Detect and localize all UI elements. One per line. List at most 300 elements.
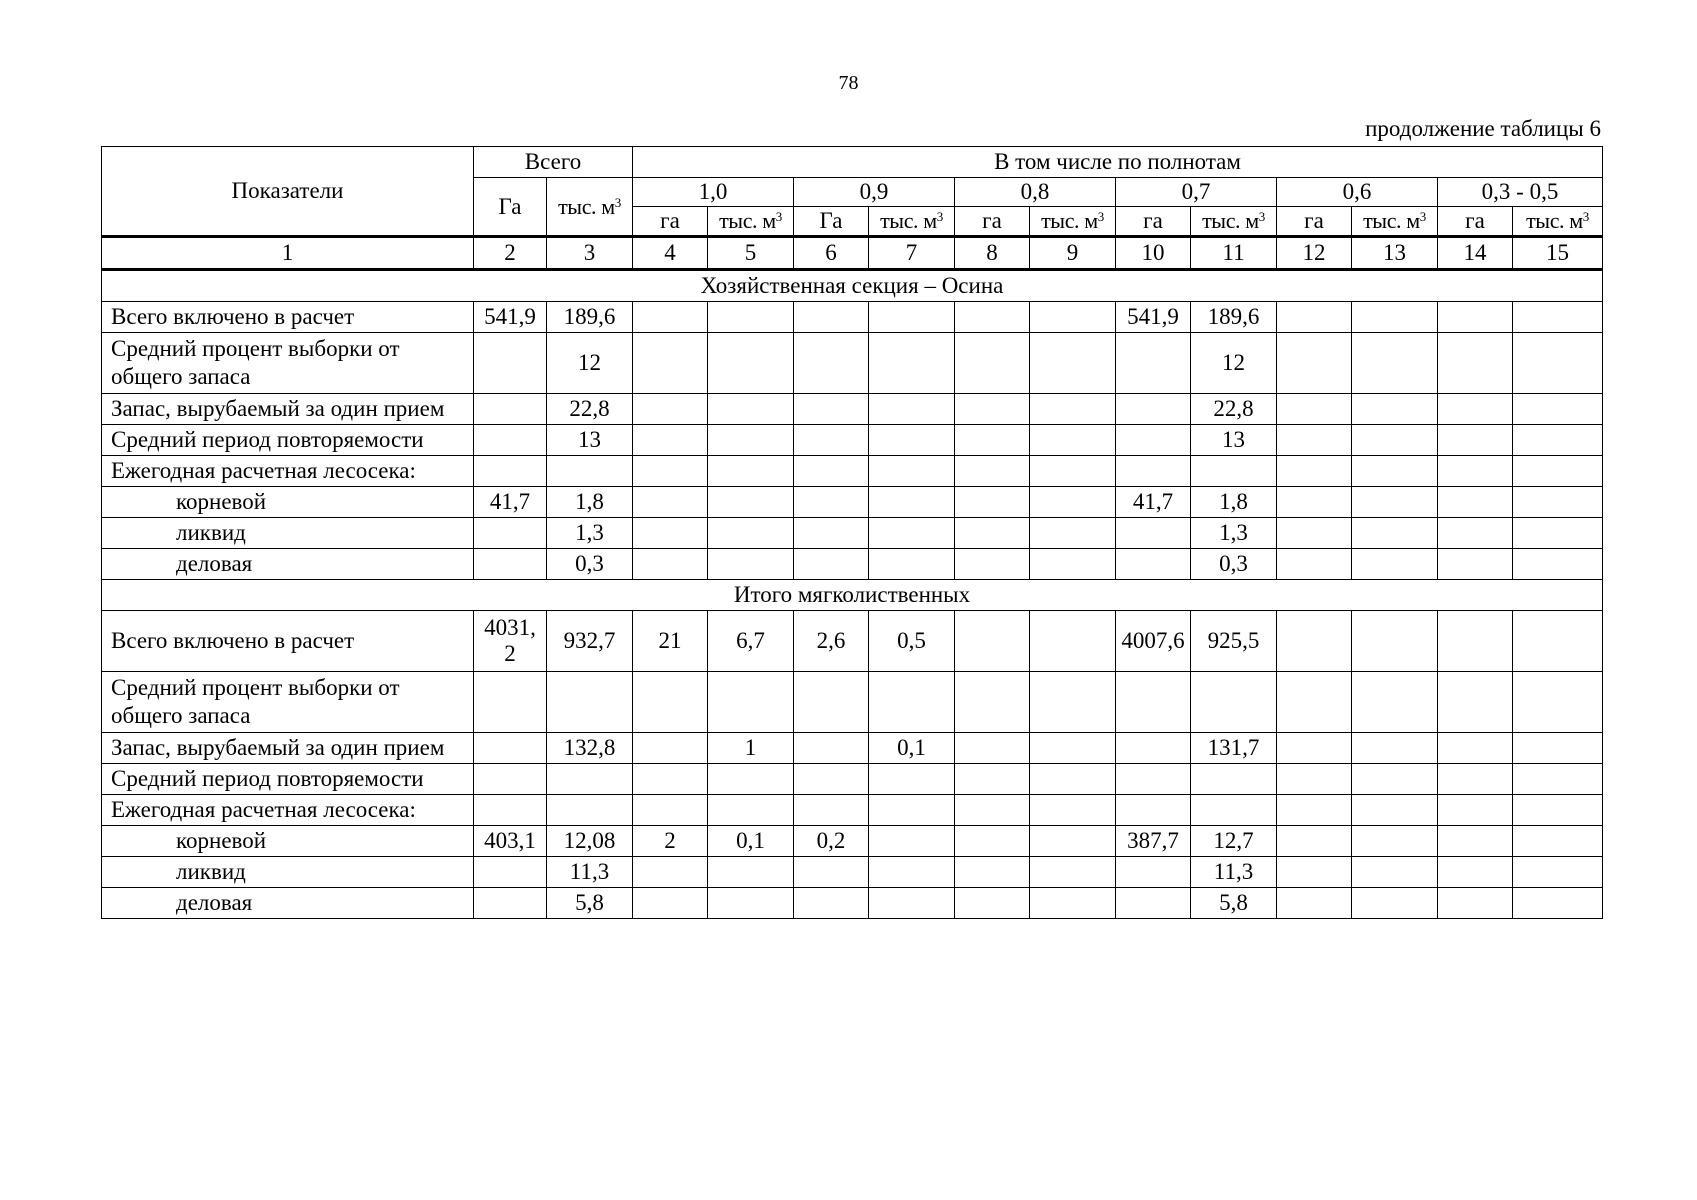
table-cell [1513,888,1603,919]
table-cell [1191,764,1277,795]
table-cell [708,888,794,919]
table-cell [794,425,869,456]
table-cell [1438,394,1513,425]
table-cell [633,394,708,425]
table-cell [633,672,708,733]
row-label: Ежегодная расчетная лесосека: [102,456,474,487]
table-row [102,888,1603,919]
table-cell [1438,456,1513,487]
table-cell: 12 [547,333,633,394]
table-cell: 0,2 [794,826,869,857]
table-cell [708,394,794,425]
table-cell [633,888,708,919]
table-cell: 13 [547,425,633,456]
table-cell [869,518,955,549]
table-cell [708,518,794,549]
table-cell: 932,7 [547,611,633,672]
table-cell: 22,8 [547,394,633,425]
table-cell [955,425,1030,456]
column-number: 11 [1191,237,1277,270]
table-cell [474,549,547,580]
table-cell [1513,795,1603,826]
table-cell [547,764,633,795]
table-cell [1438,425,1513,456]
table-row [102,764,1603,795]
table-cell [633,456,708,487]
table-cell: 131,7 [1191,733,1277,764]
header-density-4: 0,7 [1116,178,1277,207]
table-cell [633,487,708,518]
table-cell [1438,764,1513,795]
table-cell [708,549,794,580]
row-label: Всего включено в расчет [102,611,474,672]
column-number: 12 [1277,237,1352,270]
column-number: 8 [955,237,1030,270]
table-cell [1352,888,1438,919]
header-total: Всего [474,147,633,178]
table-cell [794,888,869,919]
table-continuation-caption: продолжение таблицы 6 [1365,116,1601,141]
table-cell [474,425,547,456]
table-cell [955,518,1030,549]
table-cell [1277,826,1352,857]
row-label: Средний процент выборки от общего запаса [102,672,474,733]
row-label: Средний процент выборки от общего запаса [102,333,474,394]
table-cell [1513,857,1603,888]
table-cell [474,857,547,888]
table-cell [794,518,869,549]
table-cell [1030,826,1116,857]
table-cell [708,857,794,888]
table-cell [869,888,955,919]
table-cell [708,764,794,795]
header-total-volume: тыс. $м^3$ [547,178,633,237]
table-cell [1438,487,1513,518]
table-cell [1116,549,1191,580]
table-cell [1513,764,1603,795]
table-cell: 189,6 [547,302,633,333]
header-density-4-volume: тыс. $м^3$ [1191,207,1277,237]
table-cell: 12 [1191,333,1277,394]
table-cell [955,611,1030,672]
page-number: 78 [838,72,859,94]
table-cell: 387,7 [1116,826,1191,857]
table-cell: 11,3 [1191,857,1277,888]
table-row [102,333,1603,394]
table-cell [1277,764,1352,795]
table-cell [474,518,547,549]
table-cell [1277,456,1352,487]
table-cell: 5,8 [1191,888,1277,919]
header-by-density: В том числе по полнотам [633,147,1603,178]
row-label: Запас, вырубаемый за один прием [102,394,474,425]
table-cell [1438,518,1513,549]
table-cell [794,764,869,795]
table-cell [474,672,547,733]
table-cell [1116,394,1191,425]
table-cell: 0,1 [869,733,955,764]
row-label: корневой [102,826,474,857]
table-cell [869,764,955,795]
table-cell [1513,826,1603,857]
table-cell [1352,333,1438,394]
table-cell [1352,857,1438,888]
table-cell [1438,826,1513,857]
table-cell: 0,5 [869,611,955,672]
table-cell [474,394,547,425]
table-cell: 1,8 [1191,487,1277,518]
table-cell: 22,8 [1191,394,1277,425]
table-cell [1277,733,1352,764]
table-cell [1438,611,1513,672]
table-row [102,733,1603,764]
header-density-6: 0,3 - 0,5 [1438,178,1603,207]
header-density-2-ha: Га [794,207,869,237]
table-cell [794,302,869,333]
table-cell [633,857,708,888]
table-cell [1352,672,1438,733]
table-cell [1352,487,1438,518]
column-number: 5 [708,237,794,270]
column-number: 4 [633,237,708,270]
header-density-4-ha: га [1116,207,1191,237]
table-cell: 541,9 [474,302,547,333]
table-cell [1352,518,1438,549]
table-cell: 0,3 [1191,549,1277,580]
table-cell [955,333,1030,394]
row-label: ликвид [102,518,474,549]
table-cell [869,425,955,456]
table-cell [474,888,547,919]
table-cell [869,487,955,518]
column-number: 9 [1030,237,1116,270]
table-cell [1277,549,1352,580]
table-cell [708,456,794,487]
table-row [102,857,1603,888]
table-row [102,518,1603,549]
table-cell [955,456,1030,487]
table-cell: 4031, 2 [474,611,547,672]
table-cell: 403,1 [474,826,547,857]
table-cell [1513,611,1603,672]
table-cell [1191,456,1277,487]
table-cell [955,795,1030,826]
table-cell [633,333,708,394]
table-cell: 2,6 [794,611,869,672]
table-cell [1352,795,1438,826]
table-cell [1277,302,1352,333]
table-cell [1116,733,1191,764]
table-cell [1277,518,1352,549]
row-label: Ежегодная расчетная лесосека: [102,795,474,826]
row-label: Запас, вырубаемый за один прием [102,733,474,764]
table-row [102,302,1603,333]
table-cell [1438,888,1513,919]
table-cell: 0,3 [547,549,633,580]
table-cell: 189,6 [1191,302,1277,333]
table-cell [794,733,869,764]
table-cell [708,672,794,733]
table-cell [1277,888,1352,919]
header-density-3: 0,8 [955,178,1116,207]
header-density-2: 0,9 [794,178,955,207]
table-cell [869,795,955,826]
forest-cutting-table [101,146,1603,919]
table-row [102,549,1603,580]
table-cell [1277,487,1352,518]
table-cell: 0,1 [708,826,794,857]
column-number-row [102,237,1603,270]
table-row [102,795,1603,826]
table-row [102,487,1603,518]
table-cell: 4007,6 [1116,611,1191,672]
section-title-row [102,270,1603,302]
table-cell [1352,764,1438,795]
table-cell [633,795,708,826]
table-cell [1438,672,1513,733]
table-cell [1030,549,1116,580]
table-cell [708,333,794,394]
column-number: 3 [547,237,633,270]
table-cell: 12,08 [547,826,633,857]
table-cell [794,672,869,733]
table-cell [1030,795,1116,826]
table-cell [1116,888,1191,919]
table-cell [1277,425,1352,456]
table-cell [1030,518,1116,549]
header-density-2-volume: тыс. $м^3$ [869,207,955,237]
table-cell [794,549,869,580]
table-cell [1438,795,1513,826]
table-cell [1438,302,1513,333]
table-cell [1513,518,1603,549]
table-cell [1513,394,1603,425]
table-cell [1116,795,1191,826]
table-cell: 1,8 [547,487,633,518]
table-cell [869,302,955,333]
table-cell [1352,549,1438,580]
column-number: 2 [474,237,547,270]
table-cell [1116,764,1191,795]
header-density-5-volume: тыс. $м^3$ [1352,207,1438,237]
table-cell [955,394,1030,425]
table-cell [1116,672,1191,733]
table-row [102,456,1603,487]
table-cell: 5,8 [547,888,633,919]
table-cell [1513,487,1603,518]
section-title: Итого мягколиственных [102,580,1603,611]
header-density-6-volume: тыс. $м^3$ [1513,207,1603,237]
table-cell: 11,3 [547,857,633,888]
table-cell: 1,3 [1191,518,1277,549]
table-row [102,826,1603,857]
column-number: 10 [1116,237,1191,270]
section-title: Хозяйственная секция – Осина [102,270,1603,302]
table-row [102,611,1603,672]
table-cell [794,795,869,826]
table-cell: 925,5 [1191,611,1277,672]
table-cell [1191,672,1277,733]
table-cell [869,394,955,425]
table-cell [955,857,1030,888]
table-cell [1352,611,1438,672]
table-cell [708,302,794,333]
row-label: Средний период повторяемости [102,425,474,456]
table-row [102,672,1603,733]
table-cell [1352,826,1438,857]
table-cell [794,487,869,518]
table-cell [547,672,633,733]
table-row [102,394,1603,425]
table-cell [708,425,794,456]
table-cell [1513,302,1603,333]
table-cell [1116,456,1191,487]
table-cell [1277,795,1352,826]
table-cell: 1 [708,733,794,764]
table-cell [708,795,794,826]
table-cell [1116,425,1191,456]
header-density-3-ha: га [955,207,1030,237]
table-cell [1030,611,1116,672]
header-density-3-volume: тыс. $м^3$ [1030,207,1116,237]
table-cell [1030,672,1116,733]
table-cell [1277,611,1352,672]
column-number: 15 [1513,237,1603,270]
table-cell [955,826,1030,857]
table-cell [474,733,547,764]
table-cell [955,549,1030,580]
table-cell [1513,425,1603,456]
table-cell [633,733,708,764]
table-cell: 132,8 [547,733,633,764]
row-label: корневой [102,487,474,518]
table-cell [1030,857,1116,888]
header-density-5-ha: га [1277,207,1352,237]
table-cell: 541,9 [1116,302,1191,333]
header-density-5: 0,6 [1277,178,1438,207]
column-number: 13 [1352,237,1438,270]
table-cell [1513,456,1603,487]
table-cell [1116,857,1191,888]
table-cell [1030,394,1116,425]
table-cell [633,549,708,580]
table-cell [869,857,955,888]
table-cell [1030,333,1116,394]
column-number: 6 [794,237,869,270]
row-label: деловая [102,549,474,580]
table-cell [794,456,869,487]
table-cell [1030,456,1116,487]
table-cell [1277,394,1352,425]
row-label: деловая [102,888,474,919]
table-cell [474,456,547,487]
table-cell: 41,7 [474,487,547,518]
table-cell [1030,888,1116,919]
table-cell [955,733,1030,764]
table-cell [1352,733,1438,764]
table-cell [869,672,955,733]
table-cell [1352,394,1438,425]
row-label: Средний период повторяемости [102,764,474,795]
header-indicators: Показатели [102,147,474,237]
table-cell [1438,549,1513,580]
table-cell [474,795,547,826]
table-cell [1277,333,1352,394]
row-label: ликвид [102,857,474,888]
table-cell [794,394,869,425]
table-cell [955,672,1030,733]
table-cell: 21 [633,611,708,672]
header-total-ha: Га [474,178,547,237]
table-cell [633,425,708,456]
table-cell [708,487,794,518]
table-cell [1030,733,1116,764]
table-cell [1116,518,1191,549]
table-cell [1277,857,1352,888]
table-cell [1438,333,1513,394]
table-cell [955,302,1030,333]
header-density-1: 1,0 [633,178,794,207]
table-cell [1513,733,1603,764]
table-cell [1191,795,1277,826]
table-cell [633,764,708,795]
table-cell [1116,333,1191,394]
table-cell [1030,487,1116,518]
table-cell [794,333,869,394]
table-cell [869,549,955,580]
header-density-6-ha: га [1438,207,1513,237]
table-cell [869,826,955,857]
table-cell [1030,425,1116,456]
table-cell: 2 [633,826,708,857]
table-cell [1513,672,1603,733]
table-cell [955,487,1030,518]
table-cell [1352,456,1438,487]
table-cell [1513,333,1603,394]
table-cell [869,333,955,394]
table-cell: 1,3 [547,518,633,549]
table-cell [1352,425,1438,456]
header-density-1-ha: га [633,207,708,237]
table-cell [547,456,633,487]
table-cell: 13 [1191,425,1277,456]
table-cell [1277,672,1352,733]
table-cell [474,764,547,795]
table-cell [955,764,1030,795]
table-cell: 6,7 [708,611,794,672]
table-cell: 41,7 [1116,487,1191,518]
table-cell [1438,733,1513,764]
table-cell [1513,549,1603,580]
table-cell [1352,302,1438,333]
table-cell: 12,7 [1191,826,1277,857]
table-cell [1030,764,1116,795]
column-number: 7 [869,237,955,270]
section-title-row [102,580,1603,611]
row-label: Всего включено в расчет [102,302,474,333]
column-number: 14 [1438,237,1513,270]
table-cell [633,302,708,333]
column-number: 1 [102,237,474,270]
table-row [102,425,1603,456]
header-row-1 [102,147,1603,178]
header-density-1-volume: тыс. $м^3$ [708,207,794,237]
table-cell [633,518,708,549]
table-cell [547,795,633,826]
table-cell [474,333,547,394]
table-cell [794,857,869,888]
table-cell [1030,302,1116,333]
